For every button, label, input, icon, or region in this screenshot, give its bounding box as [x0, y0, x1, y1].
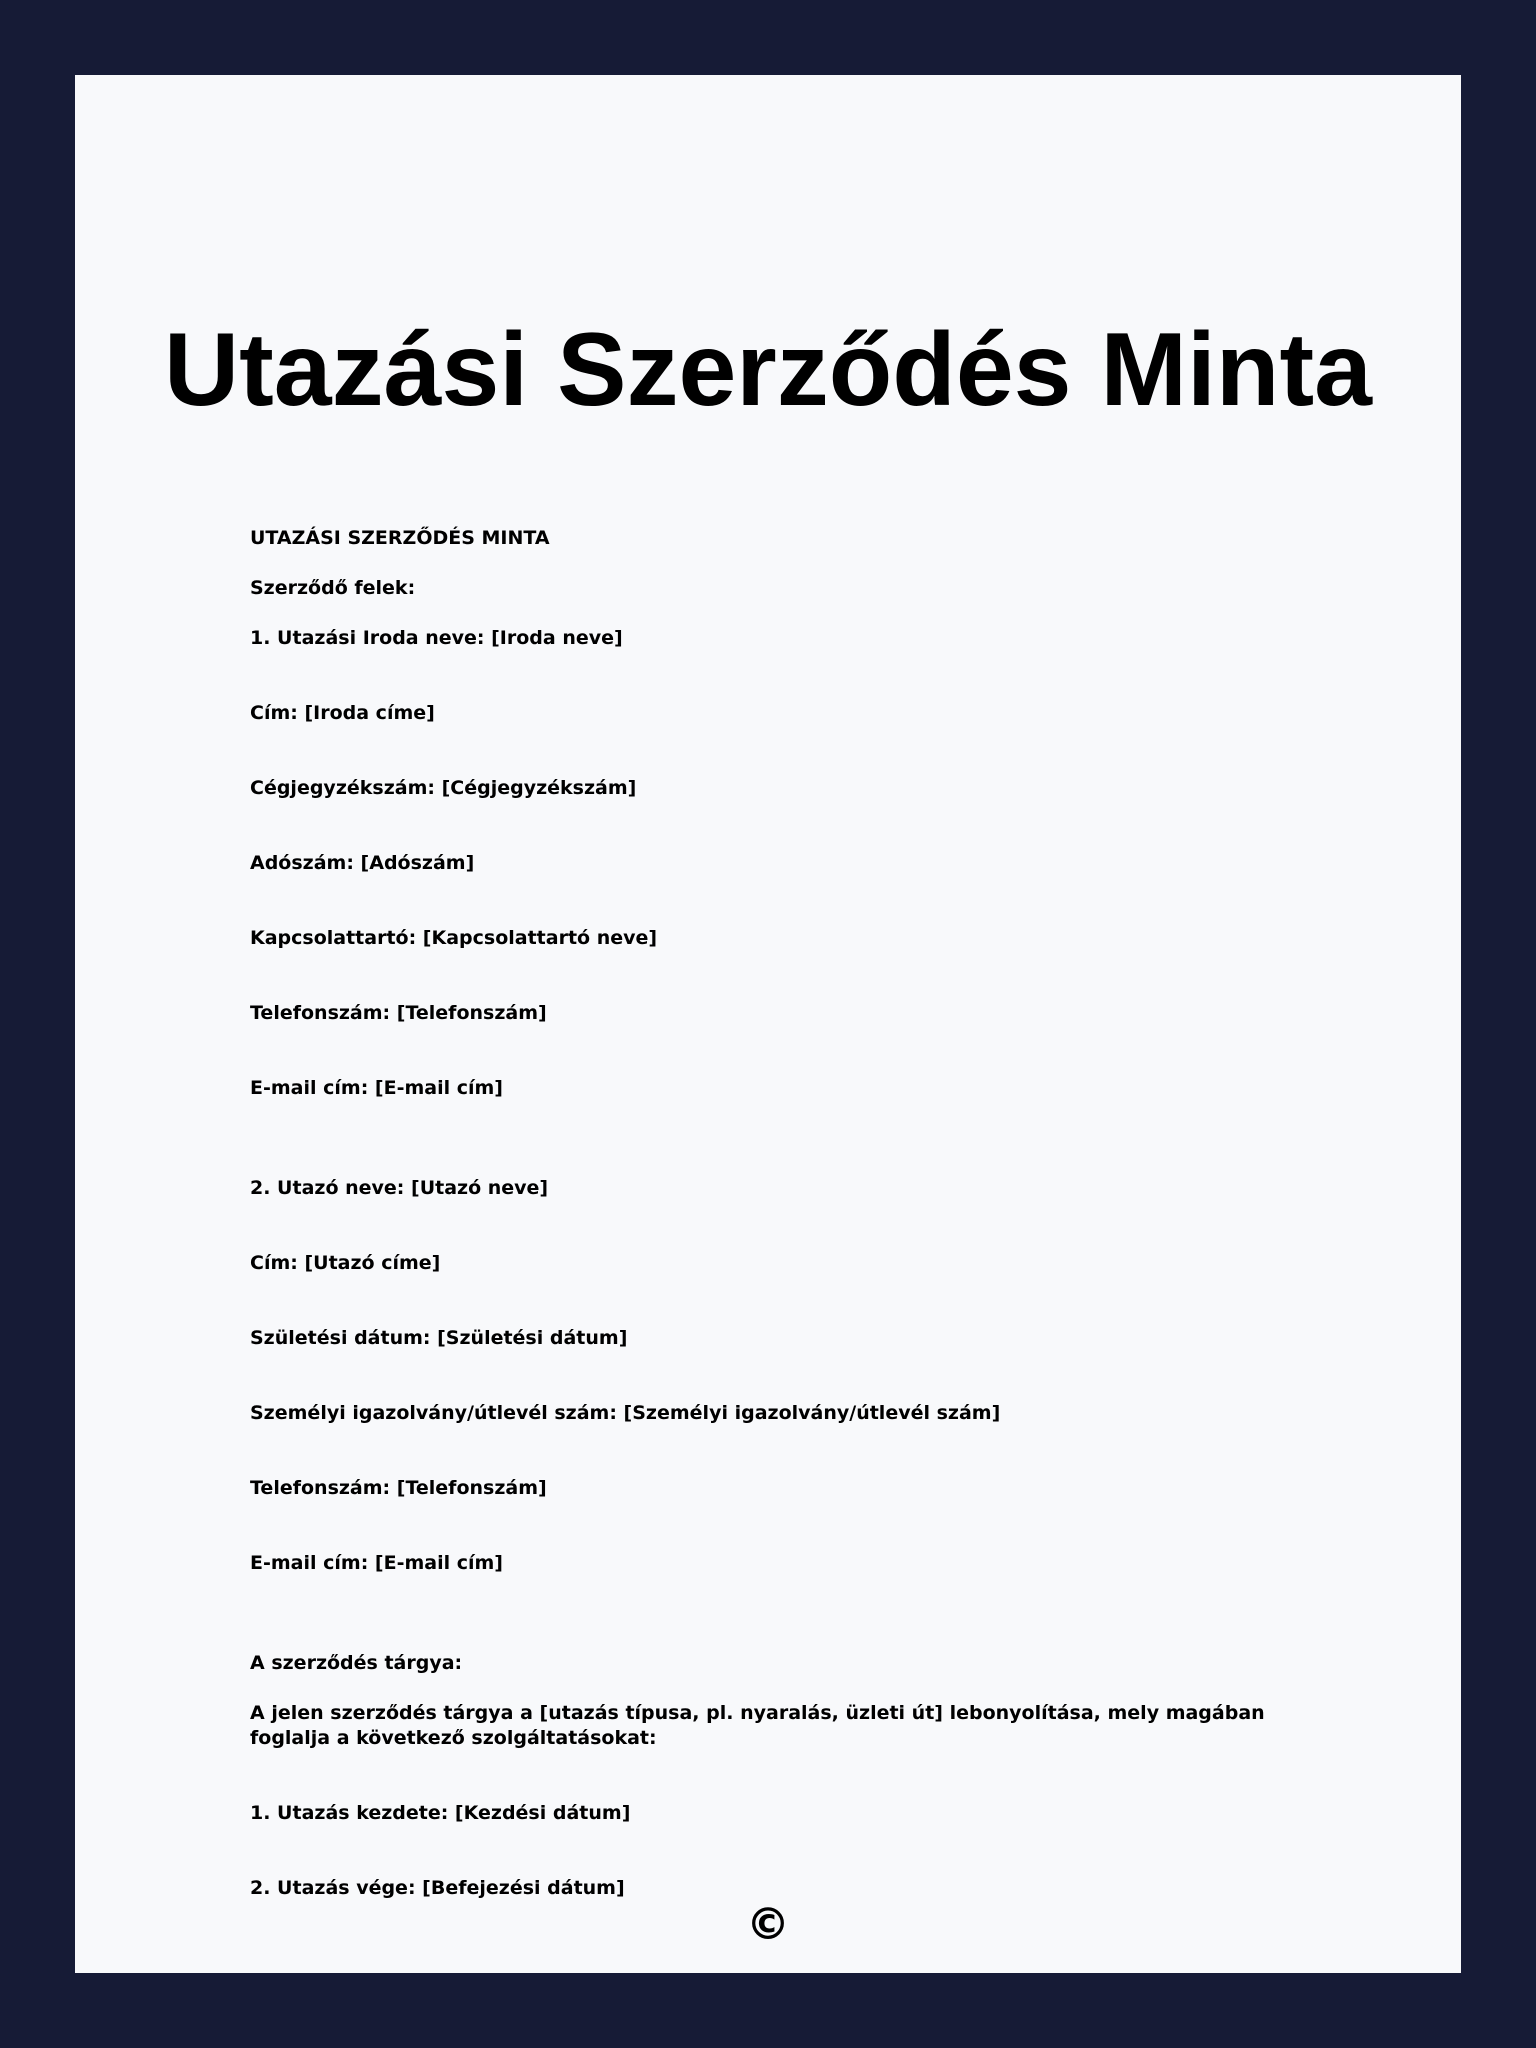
agency-phone: Telefonszám: [Telefonszám]: [250, 1002, 547, 1024]
agency-tax-number: Adószám: [Adószám]: [250, 852, 475, 874]
agency-address: Cím: [Iroda címe]: [250, 702, 435, 724]
agency-email: E-mail cím: [E-mail cím]: [250, 1077, 503, 1099]
document-page: [75, 75, 1461, 1973]
traveler-name: 2. Utazó neve: [Utazó neve]: [250, 1177, 549, 1199]
subject-label: A szerződés tárgya:: [250, 1652, 463, 1674]
document-body: [250, 526, 1330, 1901]
parties-label: Szerződő felek:: [250, 577, 416, 599]
document-heading: UTAZÁSI SZERZŐDÉS MINTA: [250, 527, 550, 549]
agency-contact: Kapcsolattartó: [Kapcsolattartó neve]: [250, 927, 658, 949]
traveler-address: Cím: [Utazó címe]: [250, 1252, 441, 1274]
agency-name: 1. Utazási Iroda neve: [Iroda neve]: [250, 627, 623, 649]
agency-company-reg: Cégjegyzékszám: [Cégjegyzékszám]: [250, 777, 637, 799]
traveler-phone: Telefonszám: [Telefonszám]: [250, 1477, 547, 1499]
subject-text: A jelen szerződés tárgya a [utazás típusa, pl. nyaralás, üzleti út] lebonyolítása, mely magában foglalja a következő szolgáltatásokat:: [250, 1702, 1265, 1749]
service-start: 1. Utazás kezdete: [Kezdési dátum]: [250, 1802, 631, 1824]
traveler-email: E-mail cím: [E-mail cím]: [250, 1552, 503, 1574]
traveler-id-number: Személyi igazolvány/útlevél szám: [Személyi igazolvány/útlevél szám]: [250, 1402, 1001, 1424]
traveler-birth-date: Születési dátum: [Születési dátum]: [250, 1327, 628, 1349]
service-end: 2. Utazás vége: [Befejezési dátum]: [250, 1877, 625, 1899]
document-title: Utazási Szerződés Minta: [164, 312, 1372, 428]
copyright-symbol: ©: [746, 1899, 790, 1950]
